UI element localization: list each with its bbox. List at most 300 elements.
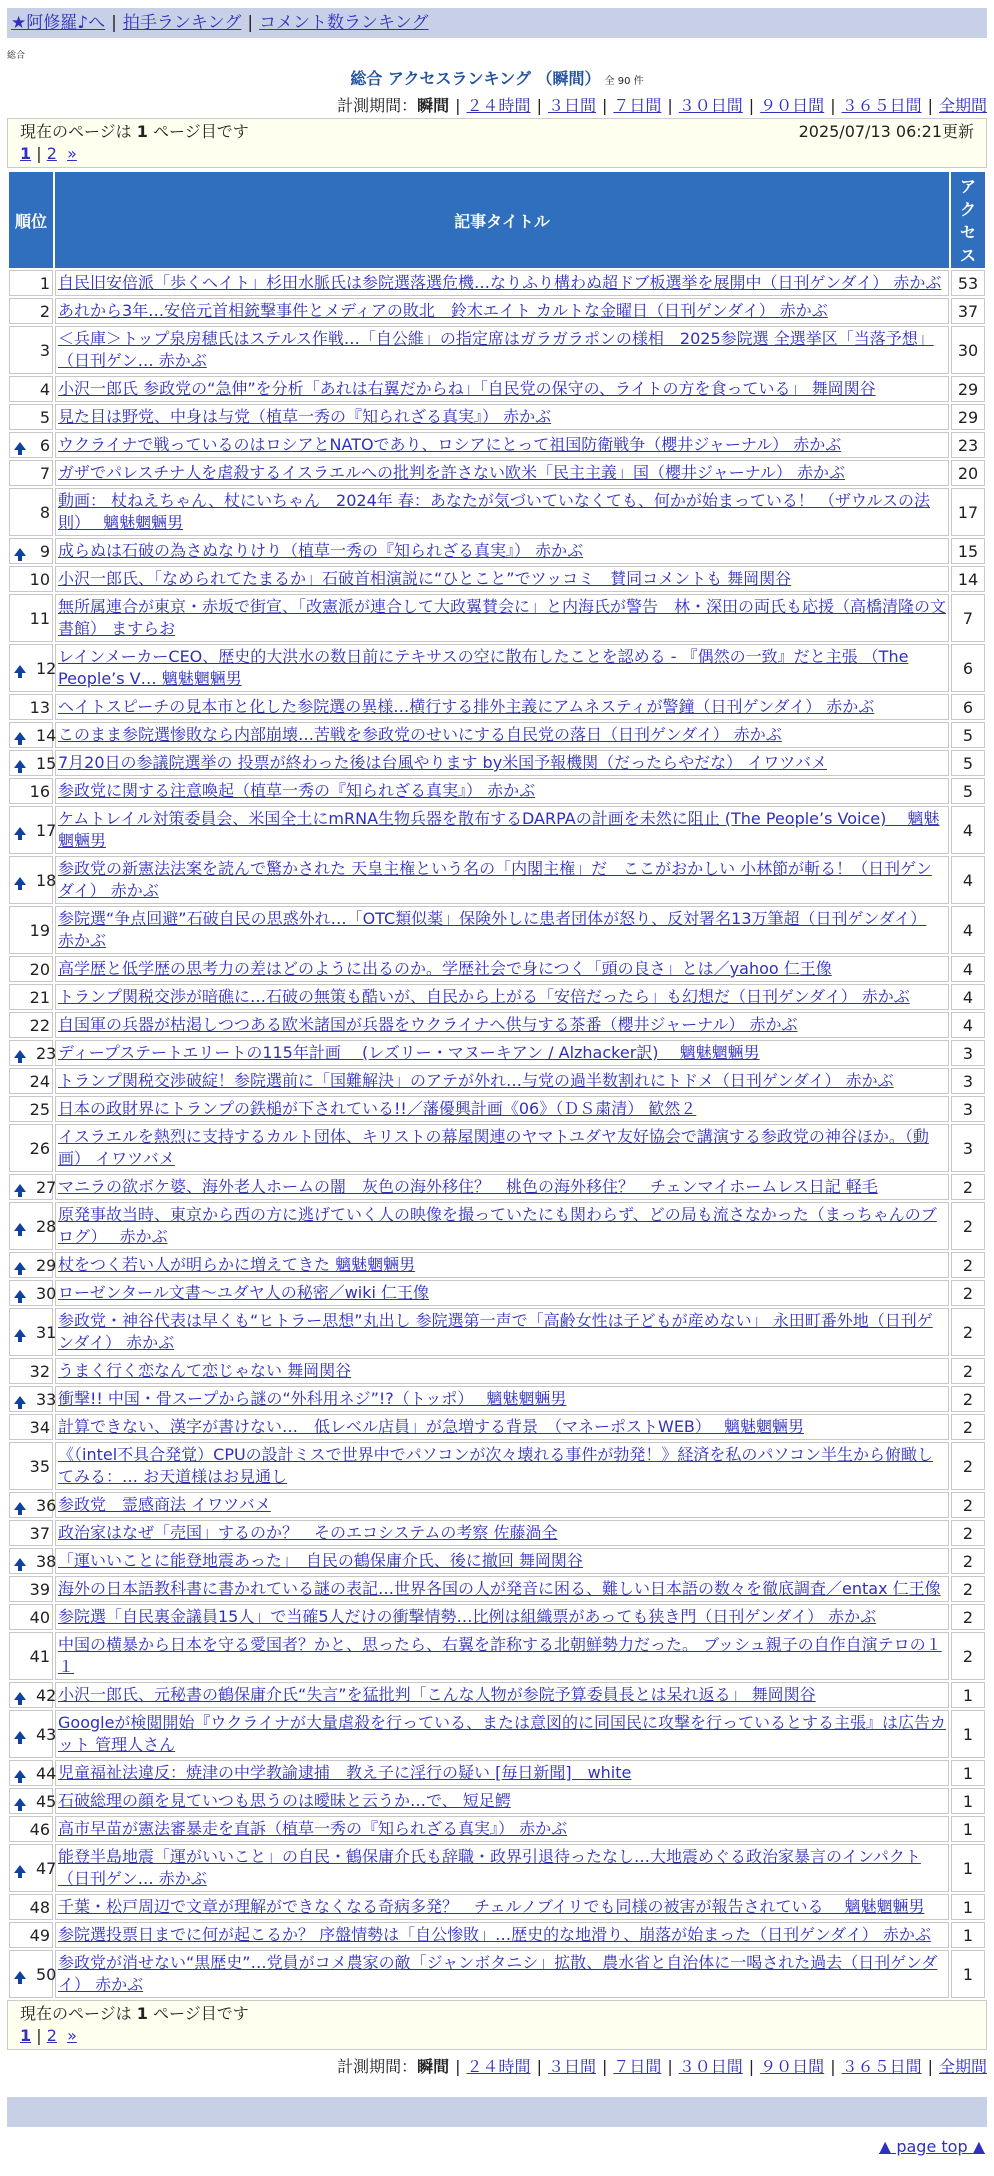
article-link[interactable]: 参院選“争点回避”石破自民の思惑外れ…「OTC類似薬」保険外しに患者団体が怒り、反対署名13万筆超（日刊ゲンダイ） 赤かぶ: [58, 909, 927, 950]
article-link[interactable]: 参院選投票日までに何が起こるか？ 序盤情勢は「自公惨敗」…歴史的な地滑り、崩落が始まった（日刊ゲンダイ） 赤かぶ: [58, 1925, 931, 1944]
article-link[interactable]: ヘイトスピーチの見本市と化した参院選の異様…横行する排外主義にアムネスティが警鐘（日刊ゲンダイ） 赤かぶ: [58, 697, 875, 716]
article-link[interactable]: 小沢一郎氏、「なめられてたまるか」石破首相演説に“ひとこと”でツッコミ 賛同コメントも 舞岡関谷: [58, 569, 792, 588]
table-row: [9, 1950, 985, 1998]
table-row: [9, 1816, 985, 1842]
period-link[interactable]: 全期間: [938, 2057, 987, 2076]
article-link[interactable]: 小沢一郎氏 参政党の“急伸”を分析「あれは右翼だからね」「自民党の保守の、ライトの方を食っている」 舞岡関谷: [58, 379, 876, 398]
period-separator: |: [536, 2057, 542, 2076]
period-separator: |: [667, 2057, 673, 2076]
access-count: 6: [951, 694, 985, 720]
access-count: 2: [951, 1174, 985, 1200]
article-link[interactable]: 日本の政財界にトランプの鉄槌が下されている!!／藩優興計画《06》（ＤＳ粛清） 歓然２: [58, 1099, 697, 1118]
article-link[interactable]: 石破総理の顔を見ていつも思うのは曖昧と云うか…で、 短足鰐: [58, 1791, 511, 1810]
rank-up-arrow-icon: [14, 1731, 26, 1739]
title-cell: [55, 1576, 949, 1602]
table-row: [9, 404, 985, 430]
rank-number: 8: [39, 502, 50, 522]
category-label: 総合: [7, 51, 26, 61]
rank-cell: [9, 1202, 57, 1250]
table-row: [9, 1252, 985, 1278]
rank-cell: [9, 1358, 53, 1384]
article-link[interactable]: 衝撃!! 中国・骨スープから謎の“外科用ネジ”!?（トッポ） 魑魅魍魎男: [58, 1389, 567, 1408]
rank-number: 34: [29, 1417, 50, 1437]
title-cell: [55, 1174, 949, 1200]
access-count: 15: [951, 538, 985, 564]
rank-up-arrow-icon: [14, 1558, 26, 1566]
rank-up-arrow-icon: [14, 1290, 26, 1298]
current-page-text: 現在のページは 1 ページ目です: [20, 122, 249, 141]
rank-cell: [9, 1252, 57, 1278]
title-cell: [55, 956, 949, 982]
period-link[interactable]: ３０日間: [678, 96, 743, 115]
table-row: [9, 1202, 985, 1250]
rank-cell: [9, 1760, 57, 1786]
title-cell: [55, 1548, 949, 1574]
article-link[interactable]: 能登半島地震「運がいいこと」の自民・鶴保庸介氏も辞職・政界引退待ったなし…大地震めぐる政治家暴言のインパクト（日刊ゲン… 赤かぶ: [58, 1847, 921, 1888]
title-cell: [55, 460, 949, 486]
rank-number: 27: [36, 1177, 57, 1197]
rank-cell: [9, 1604, 53, 1630]
rank-up-arrow-icon: [14, 827, 26, 835]
rank-cell: [9, 694, 53, 720]
access-count: 2: [951, 1386, 985, 1412]
period-link[interactable]: 全期間: [938, 96, 987, 115]
rank-cell: [9, 1520, 53, 1546]
pager-top: 1 | 2 »: [20, 144, 77, 163]
table-row: [9, 594, 985, 642]
access-count: 2: [951, 1280, 985, 1306]
article-link[interactable]: 自国軍の兵器が枯渇しつつある欧米諸国が兵器をウクライナへ供与する茶番（櫻井ジャーナル） 赤かぶ: [58, 1015, 798, 1034]
rank-number: 13: [29, 697, 50, 717]
title-cell: [55, 856, 949, 904]
rank-cell: [9, 722, 57, 748]
access-count: 2: [951, 1202, 985, 1250]
title-cell: [55, 566, 949, 592]
title-cell: [55, 906, 949, 954]
article-link[interactable]: うまく行く恋なんて恋じゃない 舞岡関谷: [58, 1361, 352, 1380]
rank-cell: [9, 1308, 57, 1356]
title-cell: [55, 270, 949, 296]
period-separator: |: [455, 96, 461, 115]
rank-cell: [9, 298, 53, 324]
title-cell: [55, 1760, 949, 1786]
access-count: 3: [951, 1096, 985, 1122]
title-cell: [55, 1950, 949, 1998]
next-page-link[interactable]: »: [67, 144, 77, 163]
rank-cell: [9, 1788, 57, 1814]
article-link[interactable]: 参院選「自民裏金議員15人」で当確5人だけの衝撃情勢…比例は組織票があっても狭き門（日刊ゲンダイ） 赤かぶ: [58, 1607, 877, 1626]
article-link[interactable]: 「運いいことに能登地震あった」 自民の鶴保庸介氏、後に撤回 舞岡関谷: [58, 1551, 583, 1570]
access-count: 29: [951, 404, 985, 430]
rank-number: 38: [36, 1551, 57, 1571]
table-header-row: [9, 172, 985, 268]
table-row: [9, 1386, 985, 1412]
period-separator: |: [601, 96, 608, 115]
rank-number: 30: [36, 1283, 57, 1303]
period-link[interactable]: ３日間: [547, 2057, 596, 2076]
table-row: [9, 1442, 985, 1490]
period-link[interactable]: ９０日間: [760, 2057, 825, 2076]
page: [7, 0, 987, 2160]
table-row: [9, 1710, 985, 1758]
article-link[interactable]: このまま参院選惨敗なら内部崩壊…苦戦を参政党のせいにする自民党の落日（日刊ゲンダイ） 赤かぶ: [58, 725, 782, 744]
rank-number: 46: [29, 1819, 50, 1839]
rank-number: 47: [36, 1858, 57, 1878]
home-link[interactable]: ★阿修羅♪へ: [11, 13, 106, 33]
period-separator: |: [748, 96, 755, 115]
article-link[interactable]: 無所属連合が東京・赤坂で街宣、「改憲派が連合して大政翼賛会に」と内海氏が警告 林・深田の両氏も応援（高橋清隆の文書館） ますらお: [58, 597, 947, 638]
updated-time: 2025/07/13 06:21更新: [798, 122, 974, 141]
rank-number: 50: [36, 1964, 57, 1984]
period-label: 計測期間：: [337, 2057, 418, 2076]
title-cell: [55, 750, 949, 776]
access-count: 2: [951, 1252, 985, 1278]
title-cell: [55, 644, 949, 692]
top-nav-bar: [7, 8, 987, 38]
access-count: 2: [951, 1632, 985, 1680]
period-separator: |: [601, 2057, 608, 2076]
bottom-bar: [7, 2097, 987, 2127]
rank-number: 15: [36, 753, 57, 773]
table-row: [9, 298, 985, 324]
rank-up-arrow-icon: [14, 877, 26, 885]
access-header: アクセス: [951, 172, 985, 268]
title-cell: [55, 1604, 949, 1630]
period-link[interactable]: ７日間: [613, 2057, 662, 2076]
rank-number: 12: [36, 658, 57, 678]
title-cell: [55, 1632, 949, 1680]
access-count: 30: [951, 326, 985, 374]
rank-up-arrow-icon: [14, 1770, 26, 1778]
title-header: 記事タイトル: [55, 172, 949, 268]
table-row: [9, 1576, 985, 1602]
title-cell: [55, 806, 949, 854]
period-link[interactable]: ３６５日間: [841, 96, 922, 115]
rank-up-arrow-icon: [14, 1329, 26, 1337]
table-row: [9, 906, 985, 954]
rank-cell: [9, 1414, 53, 1440]
access-count: 3: [951, 1040, 985, 1066]
article-link[interactable]: 成らぬは石破の為さぬなりけり（植草一秀の『知られざる真実』） 赤かぶ: [58, 541, 584, 560]
rank-cell: [9, 488, 53, 536]
rank-up-arrow-icon: [14, 442, 26, 450]
article-link[interactable]: Googleが検閲開始『ウクライナが大量虐殺を行っている、または意図的に同国民に攻撃を行っているとする主張』は広告カット 管理人さん: [58, 1713, 946, 1754]
article-link[interactable]: 参政党が消せない“黒歴史”…党員がコメ農家の敵「ジャンボタニシ」拡散、農水省と自治体に一喝された過去（日刊ゲンダイ） 赤かぶ: [58, 1953, 938, 1994]
period-link[interactable]: ２４時間: [466, 96, 531, 115]
period-link[interactable]: ３６５日間: [841, 2057, 922, 2076]
period-link[interactable]: ９０日間: [760, 96, 825, 115]
access-count: 1: [951, 1950, 985, 1998]
title-cell: [55, 298, 949, 324]
table-row: [9, 956, 985, 982]
article-link[interactable]: 《（intel不具合発覚）CPUの設計ミスで世界中でパソコンが次々壊れる事件が勃発！》経済を私のパソコン半生から俯瞰してみる：… お天道様はお見通し: [58, 1445, 934, 1486]
page-1-link[interactable]: 1: [20, 2026, 32, 2045]
title-cell: [55, 1012, 949, 1038]
rank-number: 26: [29, 1138, 50, 1158]
rank-cell: [9, 778, 53, 804]
rank-number: 48: [29, 1897, 50, 1917]
period-selector-top: [7, 93, 987, 116]
article-link[interactable]: あれから3年…安倍元首相銃撃事件とメディアの敗北 鈴木エイト カルトな金曜日（日刊ゲンダイ） 赤かぶ: [58, 301, 828, 320]
rank-up-arrow-icon: [14, 665, 26, 673]
table-row: [9, 432, 985, 458]
table-row: [9, 1520, 985, 1546]
access-count: 23: [951, 432, 985, 458]
access-count: 5: [951, 750, 985, 776]
article-link[interactable]: ディープステートエリートの115年計画 (レズリー・マヌーキアン / Alzhacker訳) 魑魅魍魎男: [58, 1043, 760, 1062]
table-row: [9, 1548, 985, 1574]
rank-cell: [9, 1632, 53, 1680]
rank-cell: [9, 1548, 57, 1574]
rank-up-arrow-icon: [14, 1262, 26, 1270]
table-row: [9, 1604, 985, 1630]
nav-separator: |: [111, 13, 117, 33]
period-link[interactable]: ３日間: [547, 96, 596, 115]
rank-cell: [9, 1068, 53, 1094]
title-cell: [55, 326, 949, 374]
table-row: [9, 1068, 985, 1094]
article-link[interactable]: トランプ関税交渉破綻！参院選前に「国難解決」のアテが外れ…与党の過半数割れにトドメ（日刊ゲンダイ） 赤かぶ: [58, 1071, 894, 1090]
access-count: 2: [951, 1492, 985, 1518]
rank-number: 40: [29, 1607, 50, 1627]
article-link[interactable]: 高市早苗が憲法審暴走を直訴（植草一秀の『知られざる真実』） 赤かぶ: [58, 1819, 568, 1838]
rank-number: 5: [39, 407, 50, 427]
rank-cell: [9, 1040, 57, 1066]
pager-bottom: 1 | 2 »: [20, 2026, 77, 2045]
rank-number: 22: [29, 1015, 50, 1035]
article-link[interactable]: ケムトレイル対策委員会、米国全土にmRNA生物兵器を散布するDARPAの計画を未然に阻止 (The People’s Voice) 魑魅魍魎男: [58, 809, 940, 850]
article-link[interactable]: 参政党に関する注意喚起（植草一秀の『知られざる真実』） 赤かぶ: [58, 781, 536, 800]
title-cell: [55, 1816, 949, 1842]
access-count: 2: [951, 1576, 985, 1602]
title-cell: [55, 1096, 949, 1122]
rank-header: 順位: [9, 172, 53, 268]
title-cell: [55, 1202, 949, 1250]
access-count: 2: [951, 1604, 985, 1630]
page-2-link[interactable]: 2: [46, 2026, 57, 2045]
article-link[interactable]: 計算できない、漢字が書けない… 低レベル店員」が急増する背景 （マネーポストWEB） 魑魅魍魎男: [58, 1417, 804, 1436]
access-count: 53: [951, 270, 985, 296]
article-link[interactable]: 参政党 霊感商法 イワツバメ: [58, 1495, 271, 1514]
article-link[interactable]: イスラエルを熱烈に支持するカルト団体、キリストの幕屋関連のヤマトユダヤ友好協会で講演する参政党の神谷ほか。（動画） イワツバメ: [58, 1127, 929, 1168]
rank-number: 20: [29, 959, 50, 979]
title-cell: [55, 1710, 949, 1758]
access-count: 3: [951, 1124, 985, 1172]
table-row: [9, 488, 985, 536]
access-count: 1: [951, 1710, 985, 1758]
page-title-row: [7, 66, 987, 89]
rank-cell: [9, 1950, 57, 1998]
table-row: [9, 270, 985, 296]
rank-cell: [9, 1386, 57, 1412]
clap-ranking-link[interactable]: 拍手ランキング: [122, 13, 242, 33]
rank-cell: [9, 644, 57, 692]
rank-cell: [9, 594, 53, 642]
rank-cell: [9, 326, 53, 374]
article-link[interactable]: 千葉・松戸周辺で文章が理解ができなくなる奇病多発？ チェルノブイリでも同様の被害が報告されている 魑魅魍魎男: [58, 1897, 925, 1916]
period-link[interactable]: ３０日間: [678, 2057, 743, 2076]
page-2-link[interactable]: 2: [46, 144, 57, 163]
rank-cell: [9, 460, 53, 486]
article-link[interactable]: 小沢一郎氏、元秘書の鶴保庸介氏“失言”を猛批判「こんな人物が参院予算委員長とは呆れ返る」 舞岡関谷: [58, 1685, 816, 1704]
rank-number: 14: [36, 725, 57, 745]
title-cell: [55, 1844, 949, 1892]
access-count: 14: [951, 566, 985, 592]
period-current: 瞬間: [417, 96, 450, 115]
title-cell: [55, 984, 949, 1010]
period-selector-bottom: [7, 2054, 987, 2077]
access-count: 1: [951, 1844, 985, 1892]
article-link[interactable]: 海外の日本語教科書に書かれている謎の表記…世界各国の人が発音に困る、難しい日本語の数々を徹底調査／entax 仁王像: [58, 1579, 941, 1598]
rank-number: 18: [36, 870, 57, 890]
table-row: [9, 1788, 985, 1814]
rank-cell: [9, 906, 53, 954]
article-link[interactable]: ローゼンタール文書〜ユダヤ人の秘密／wiki 仁王像: [58, 1283, 430, 1302]
table-row: [9, 1682, 985, 1708]
page-title: 総合 アクセスランキング （瞬間）: [350, 69, 601, 88]
table-row: [9, 856, 985, 904]
article-link[interactable]: 中国の横暴から日本を守る愛国者？かと、思ったら、右翼を詐称する北朝鮮勢力だった。 ブッシュ親子の自作自演テロの１１: [58, 1635, 942, 1676]
access-count: 3: [951, 1068, 985, 1094]
rank-number: 39: [29, 1579, 50, 1599]
access-count: 1: [951, 1894, 985, 1920]
rank-cell: [9, 1492, 57, 1518]
access-count: 4: [951, 984, 985, 1010]
article-link[interactable]: 杖をつく若い人が明らかに増えてきた 魑魅魍魎男: [58, 1255, 416, 1274]
title-cell: [55, 376, 949, 402]
comment-ranking-link[interactable]: コメント数ランキング: [259, 13, 429, 33]
article-link[interactable]: レインメーカーCEO、歴史的大洪水の数日前にテキサスの空に散布したことを認める - 『偶然の一致』だと主張 （The People’s V… 魑魅魍魎男: [58, 647, 909, 688]
access-count: 1: [951, 1760, 985, 1786]
title-cell: [55, 538, 949, 564]
rank-number: 23: [36, 1043, 57, 1063]
article-link[interactable]: 参政党の新憲法法案を読んで驚かされた 天皇主権という名の「内閣主権」だ ここがおかしい 小林節が斬る！（日刊ゲンダイ） 赤かぶ: [58, 859, 932, 900]
ranking-table-body: [9, 270, 985, 1998]
rank-number: 33: [36, 1389, 57, 1409]
article-link[interactable]: ＜兵庫＞トップ泉房穂氏はステルス作戦…「自公維」の指定席はガラガラポンの様相 2025参院選 全選挙区「当落予想」（日刊ゲン… 赤かぶ: [58, 329, 934, 370]
article-link[interactable]: マニラの欲ボケ婆、海外老人ホームの闇 灰色の海外移住？ 桃色の海外移住？ チェンマイホームレス日記 軽毛: [58, 1177, 878, 1196]
title-cell: [55, 404, 949, 430]
article-link[interactable]: 児童福祉法違反：焼津の中学教諭逮捕 教え子に淫行の疑い [毎日新聞] white: [58, 1763, 632, 1782]
table-row: [9, 722, 985, 748]
title-cell: [55, 1788, 949, 1814]
period-separator: |: [455, 2057, 461, 2076]
table-row: [9, 566, 985, 592]
article-link[interactable]: 参政党・神谷代表は早くも“ヒトラー思想”丸出し 参院選第一声で「高齢女性は子どもが産めない」 永田町番外地（日刊ゲンダイ） 赤かぶ: [58, 1311, 933, 1352]
rank-cell: [9, 956, 53, 982]
article-link[interactable]: 見た目は野党、中身は与党（植草一秀の『知られざる真実』） 赤かぶ: [58, 407, 552, 426]
period-separator: |: [830, 96, 836, 115]
title-cell: [55, 1124, 949, 1172]
access-count: 6: [951, 644, 985, 692]
period-link[interactable]: ７日間: [613, 96, 662, 115]
rank-number: 37: [29, 1523, 50, 1543]
article-link[interactable]: ガザでパレスチナ人を虐殺するイスラエルへの批判を許さない欧米「民主主義」国（櫻井ジャーナル） 赤かぶ: [58, 463, 846, 482]
rank-cell: [9, 1844, 57, 1892]
title-cell: [55, 1386, 949, 1412]
info-box-top: [7, 118, 987, 168]
table-row: [9, 644, 985, 692]
rank-cell: [9, 1710, 57, 1758]
next-page-link[interactable]: »: [67, 2026, 77, 2045]
access-count: 1: [951, 1682, 985, 1708]
rank-number: 32: [29, 1361, 50, 1381]
rank-number: 36: [36, 1495, 57, 1515]
rank-cell: [9, 1922, 53, 1948]
rank-number: 4: [39, 379, 50, 399]
article-link[interactable]: 高学歴と低学歴の思考力の差はどのように出るのか。学歴社会で身につく「頭の良さ」とは／yahoo 仁王像: [58, 959, 832, 978]
article-link[interactable]: 自民旧安倍派「歩くヘイト」杉田水脈氏は参院選落選危機…なりふり構わぬ超ドブ板選挙を展開中（日刊ゲンダイ） 赤かぶ: [58, 273, 942, 292]
rank-number: 44: [36, 1763, 57, 1783]
title-cell: [55, 432, 949, 458]
article-link[interactable]: 政治家はなぜ「売国」するのか？ そのエコシステムの考察 佐藤渦全: [58, 1523, 558, 1542]
table-row: [9, 1308, 985, 1356]
rank-number: 16: [29, 781, 50, 801]
rank-number: 45: [36, 1791, 57, 1811]
access-count: 2: [951, 1520, 985, 1546]
article-link[interactable]: 7月20日の参議院選挙の 投票が終わった後は台風やります by米国予報機関（だったらやだな） イワツバメ: [58, 753, 827, 772]
rank-number: 6: [39, 435, 50, 455]
ranking-table: [7, 170, 987, 2000]
rank-cell: [9, 270, 53, 296]
period-separator: |: [830, 2057, 836, 2076]
access-count: 4: [951, 856, 985, 904]
access-count: 5: [951, 778, 985, 804]
rank-up-arrow-icon: [14, 1971, 26, 1979]
table-row: [9, 1632, 985, 1680]
current-page-text: 現在のページは 1 ページ目です: [20, 2004, 249, 2023]
title-cell: [55, 722, 949, 748]
period-separator: |: [748, 2057, 755, 2076]
access-count: 4: [951, 956, 985, 982]
access-count: 2: [951, 1442, 985, 1490]
title-cell: [55, 694, 949, 720]
rank-up-arrow-icon: [14, 1184, 26, 1192]
table-row: [9, 538, 985, 564]
access-count: 20: [951, 460, 985, 486]
page-1-link[interactable]: 1: [20, 144, 32, 163]
table-row: [9, 1174, 985, 1200]
rank-up-arrow-icon: [14, 760, 26, 768]
rank-cell: [9, 1124, 53, 1172]
title-cell: [55, 1308, 949, 1356]
title-cell: [55, 1040, 949, 1066]
page-top-row: [7, 2137, 987, 2156]
article-link[interactable]: 動画： 杖ねえちゃん、杖にいちゃん 2024年 春：あなたが気づいていなくても、何かが始まっている！ （ザウルスの法則） 魑魅魍魎男: [58, 491, 930, 532]
period-separator: |: [536, 96, 542, 115]
period-link[interactable]: ２４時間: [466, 2057, 531, 2076]
article-link[interactable]: ウクライナで戦っているのはロシアとNATOであり、ロシアにとって祖国防衛戦争（櫻井ジャーナル） 赤かぶ: [58, 435, 842, 454]
article-link[interactable]: トランプ関税交渉が暗礁に…石破の無策も酷いが、自民から上がる「安倍だったら」も幻想だ（日刊ゲンダイ） 赤かぶ: [58, 987, 910, 1006]
article-link[interactable]: 原発事故当時、東京から西の方に逃げていく人の映像を撮っていたにも関わらず、どの局も流さなかった（まっちゃんのブログ） 赤かぶ: [58, 1205, 937, 1246]
rank-cell: [9, 432, 53, 458]
title-cell: [55, 1922, 949, 1948]
rank-number: 42: [36, 1685, 57, 1705]
rank-number: 10: [29, 569, 50, 589]
access-count: 37: [951, 298, 985, 324]
access-count: 4: [951, 806, 985, 854]
title-cell: [55, 1492, 949, 1518]
rank-cell: [9, 806, 57, 854]
rank-up-arrow-icon: [14, 1396, 26, 1404]
title-cell: [55, 1682, 949, 1708]
page-top-link[interactable]: ▲ page top ▲: [878, 2137, 985, 2156]
rank-cell: [9, 1012, 53, 1038]
rank-up-arrow-icon: [14, 1502, 26, 1510]
period-label: 計測期間：: [337, 96, 418, 115]
table-row: [9, 1096, 985, 1122]
table-row: [9, 694, 985, 720]
